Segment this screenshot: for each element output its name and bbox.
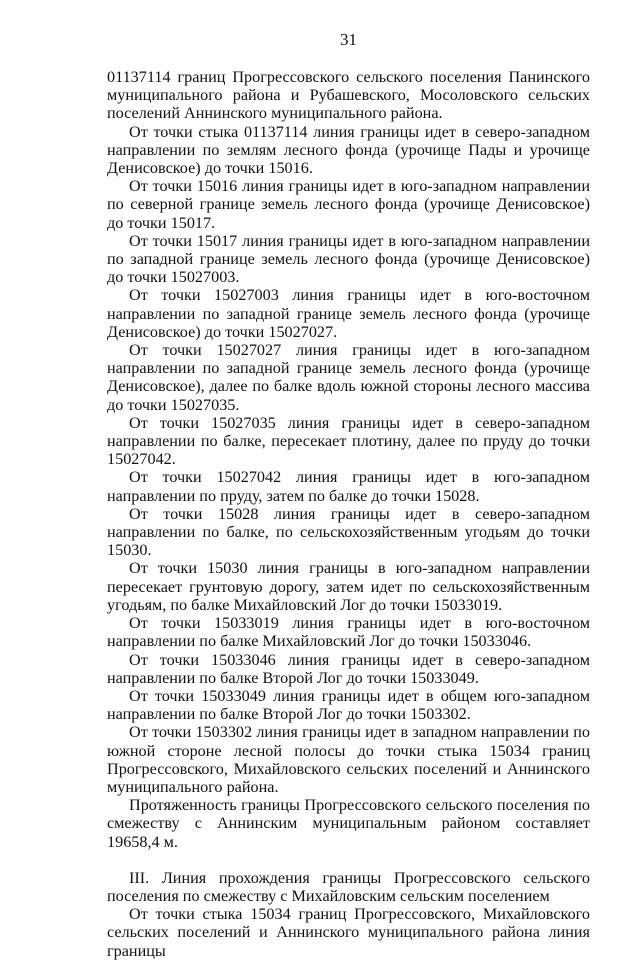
paragraph: От точки стыка 01137114 линия границы идет в северо-западном направлении по землям лесного фонда (урочище Пады и урочище Денисовское) до точки 15016. [107,122,590,178]
page-number: 31 [340,30,357,49]
paragraph: От точки 15033019 линия границы идет в юго-восточном направлении по балке Михайловский Лог до точки 15033046. [107,614,590,651]
paragraph: От точки 15033049 линия границы идет в общем юго-западном направлении по балке Второй Лог до точки 1503302. [107,686,590,724]
paragraph: От точки 15027035 линия границы идет в северо-западном направлении по балке, пересекает плотину, далее по пруду до точки 15027042. [107,413,590,469]
paragraph: От точки 15017 линия границы идет в юго-западном направлении по западной границе земель лесного фонда (урочище Денисовское) до точки 15027003. [107,231,590,287]
paragraph: От точки стыка 15034 границ Прогрессовского, Михайловского сельских поселений и Аннинского муниципального района линия границы [107,905,590,960]
paragraph: От точки 15027003 линия границы идет в юго-восточном направлении по западной границе земель лесного фонда (урочище Денисовское) до точки 15027027. [107,286,590,341]
section-heading: III. Линия прохождения границы Прогрессовского сельского поселения по смежеству с Михайловским сельским поселением [107,868,590,905]
paragraph: От точки 15016 линия границы идет в юго-западном направлении по северной границе земель лесного фонда (урочище Денисовское) до точки 15017. [107,177,590,232]
paragraph: От точки 15033046 линия границы идет в северо-западном направлении по балке Второй Лог до точки 15033049. [107,650,590,687]
paragraph: От точки 15027027 линия границы идет в юго-западном направлении по западной границе земель лесного фонда (урочище Денисовское), далее по балке вдоль южной стороны лесного массива до точки 15027035. [107,341,590,414]
boundary-length-summary: Протяженность границы Прогрессовского сельского поселения по смежеству с Аннинским муниципальным районом составляет 19658,4 м. [107,796,590,851]
paragraph: От точки 15027042 линия границы идет в юго-западном направлении по пруду, затем по балке до точки 15028. [107,468,590,505]
paragraph-continuation: 01137114 границ Прогрессовского сельского поселения Панинского муниципального района и Рубашевского, Мосоловского сельских поселений Аннинского муниципального района. [107,68,590,123]
paragraph: От точки 1503302 линия границы идет в западном направлении по южной стороне лесной полосы до точки стыка 15034 границ Прогрессовского, Михайловского сельских поселений и Аннинского муниципального района. [107,723,590,796]
paragraph: От точки 15028 линия границы идет в северо-западном направлении по балке, по сельскохозяйственным угодьям до точки 15030. [107,504,590,560]
paragraph: От точки 15030 линия границы в юго-западном направлении пересекает грунтовую дорогу, затем идет по сельскохозяйственным угодьям, по балке Михайловский Лог до точки 15033019. [107,559,590,614]
document-body [107,68,590,960]
